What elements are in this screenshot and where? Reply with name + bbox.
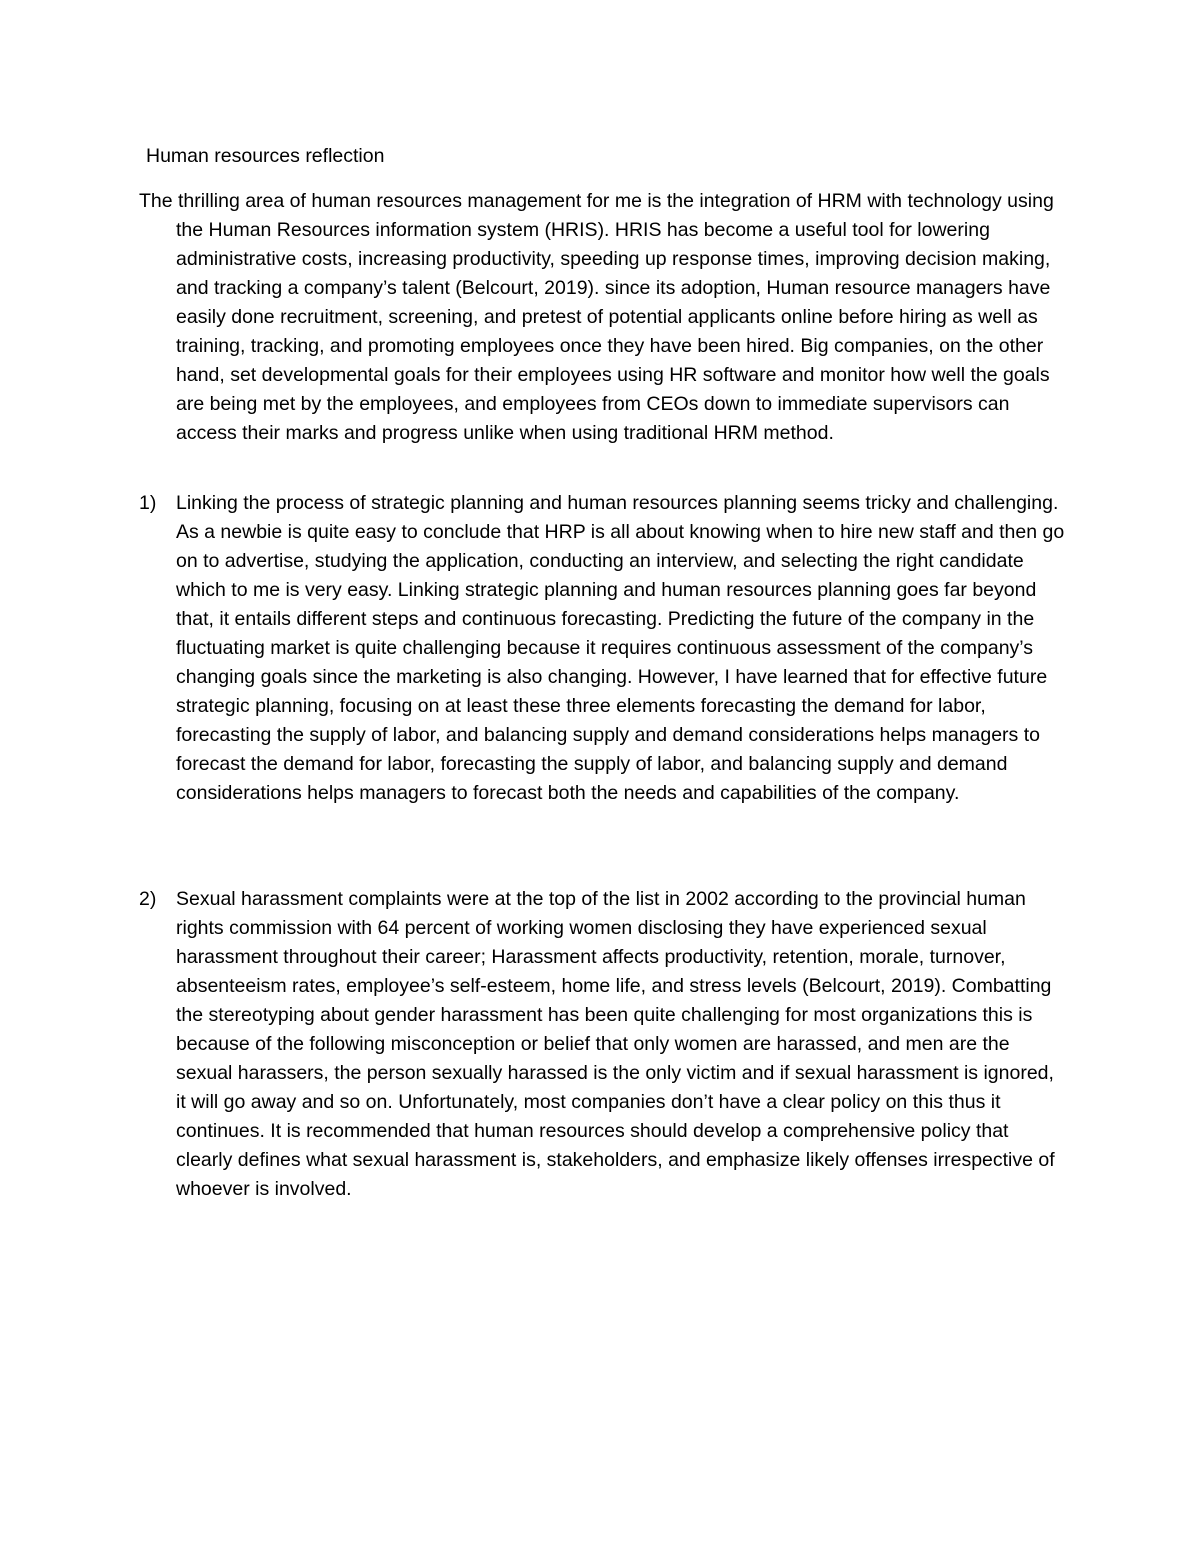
list-item-number: 1) — [139, 492, 157, 514]
list-item-text: Sexual harassment complaints were at the top of the list in 2002 according to the provincial human rights commission with 64 percent of working women disclosing they have experienced sexual harassment throughout their career; Harassment affects productivity, retention, morale, turnover, absenteeism rates, employee’s self-esteem, home life, and stress levels (Belcourt, 2019). Combatting the stereotyping about gender harassment has been quite challenging for most organizations this is because of the following misconception or belief that only women are harassed, and men are the sexual harassers, the person sexually harassed is the only victim and if sexual harassment is ignored, it will go away and so on. Unfortunately, most companies don’t have a clear policy on this thus it continues. It is recommended that human resources should develop a comprehensive policy that clearly defines what sexual harassment is, stakeholders, and emphasize likely offenses irrespective of whoever is involved. — [176, 888, 1055, 1200]
list-item — [139, 885, 1069, 1204]
list-item — [139, 489, 1069, 808]
document-title: Human resources reflection — [146, 145, 385, 167]
list-item-number: 2) — [139, 888, 157, 910]
intro-paragraph: The thrilling area of human resources management for me is the integration of HRM with technology using the Human Resources information system (HRIS). HRIS has become a useful tool for lowering administrative costs, increasing productivity, speeding up response times, improving decision making, and tracking a company’s talent (Belcourt, 2019). since its adoption, Human resource managers have easily done recruitment, screening, and pretest of potential applicants online before hiring as well as training, tracking, and promoting employees once they have been hired. Big companies, on the other hand, set developmental goals for their employees using HR software and monitor how well the goals are being met by the employees, and employees from CEOs down to immediate supervisors can access their marks and progress unlike when using traditional HRM method. — [139, 190, 1054, 444]
list-item-text: Linking the process of strategic planning and human resources planning seems tricky and challenging. As a newbie is quite easy to conclude that HRP is all about knowing when to hire new staff and then go on to advertise, studying the application, conducting an interview, and selecting the right candidate which to me is very easy. Linking strategic planning and human resources planning goes far beyond that, it entails different steps and continuous forecasting. Predicting the future of the company in the fluctuating market is quite challenging because it requires continuous assessment of the company’s changing goals since the marketing is also changing. However, I have learned that for effective future strategic planning, focusing on at least these three elements forecasting the demand for labor, forecasting the supply of labor, and balancing supply and demand considerations helps managers to forecast the demand for labor, forecasting the supply of labor, and balancing supply and demand considerations helps managers to forecast both the needs and capabilities of the company. — [176, 492, 1065, 804]
